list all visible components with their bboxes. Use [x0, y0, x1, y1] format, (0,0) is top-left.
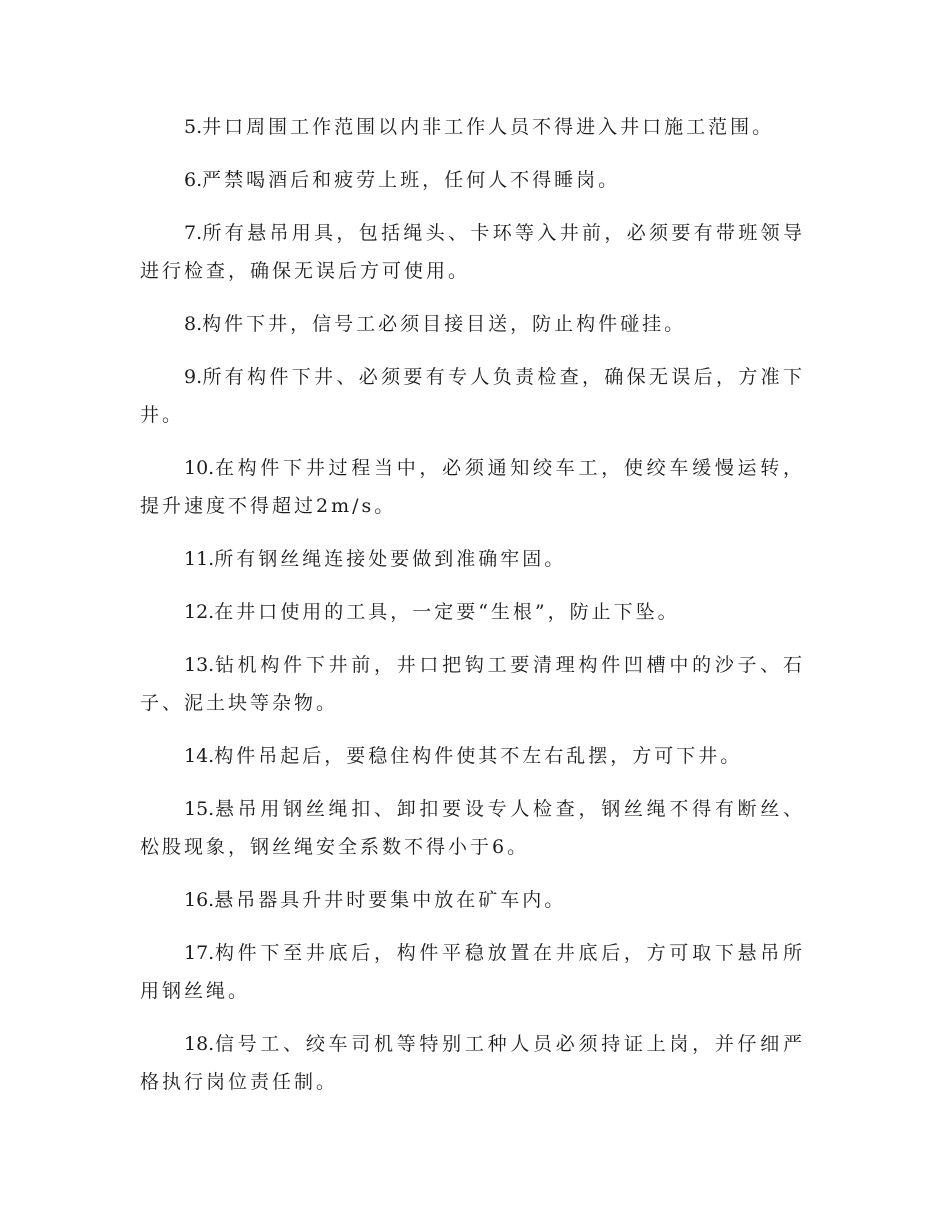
list-item — [140, 790, 805, 866]
list-item — [140, 305, 805, 343]
item-number: 13. — [184, 654, 215, 676]
list-item — [140, 737, 805, 775]
list-item — [140, 358, 805, 434]
item-number: 9. — [184, 366, 203, 388]
list-item — [140, 881, 805, 919]
item-number: 7. — [184, 222, 203, 244]
item-text: 构件下至井底后，构件平稳放置在井底后，方可取下悬吊所用钢丝绳。 — [140, 942, 805, 1002]
item-text: 悬吊用钢丝绳扣、卸扣要设专人检查，钢丝绳不得有断丝、松股现象，钢丝绳安全系数不得小于6。 — [140, 798, 805, 858]
item-text: 所有悬吊用具，包括绳头、卡环等入井前，必须要有带班领导进行检查，确保无误后方可使用。 — [140, 222, 805, 282]
list-item — [140, 593, 805, 631]
item-text: 严禁喝酒后和疲劳上班，任何人不得睡岗。 — [202, 169, 621, 191]
list-item — [140, 108, 805, 146]
item-number: 10. — [184, 457, 215, 479]
item-text: 信号工、绞车司机等特别工种人员必须持证上岗，并仔细严格执行岗位责任制。 — [140, 1033, 805, 1093]
item-number: 14. — [184, 745, 215, 767]
item-number: 12. — [184, 601, 215, 623]
item-number: 11. — [184, 548, 215, 570]
list-item — [140, 1025, 805, 1101]
item-text: 在井口使用的工具，一定要“生根”，防止下坠。 — [214, 601, 680, 623]
item-number: 17. — [184, 942, 215, 964]
item-text: 井口周围工作范围以内非工作人员不得进入井口施工范围。 — [202, 116, 775, 138]
list-item — [140, 540, 805, 578]
list-item — [140, 214, 805, 290]
list-item — [140, 161, 805, 199]
item-text: 悬吊器具升井时要集中放在矿车内。 — [214, 889, 567, 911]
item-text: 构件吊起后，要稳住构件使其不左右乱摆，方可下井。 — [214, 745, 743, 767]
item-number: 8. — [184, 313, 203, 335]
item-number: 5. — [184, 116, 203, 138]
document-body — [140, 108, 805, 1116]
item-number: 6. — [184, 169, 203, 191]
item-number: 15. — [184, 798, 215, 820]
item-text: 在构件下井过程当中，必须通知绞车工，使绞车缓慢运转，提升速度不得超过2m/s。 — [140, 457, 805, 517]
item-number: 16. — [184, 889, 215, 911]
item-text: 所有钢丝绳连接处要做到准确牢固。 — [214, 548, 567, 570]
list-item — [140, 934, 805, 1010]
list-item — [140, 449, 805, 525]
list-item — [140, 646, 805, 722]
item-text: 钻机构件下井前，井口把钩工要清理构件凹槽中的沙子、石子、泥土块等杂物。 — [140, 654, 805, 714]
item-text: 构件下井，信号工必须目接目送，防止构件碰挂。 — [202, 313, 687, 335]
item-number: 18. — [184, 1033, 215, 1055]
item-text: 所有构件下井、必须要有专人负责检查，确保无误后，方准下井。 — [140, 366, 805, 426]
